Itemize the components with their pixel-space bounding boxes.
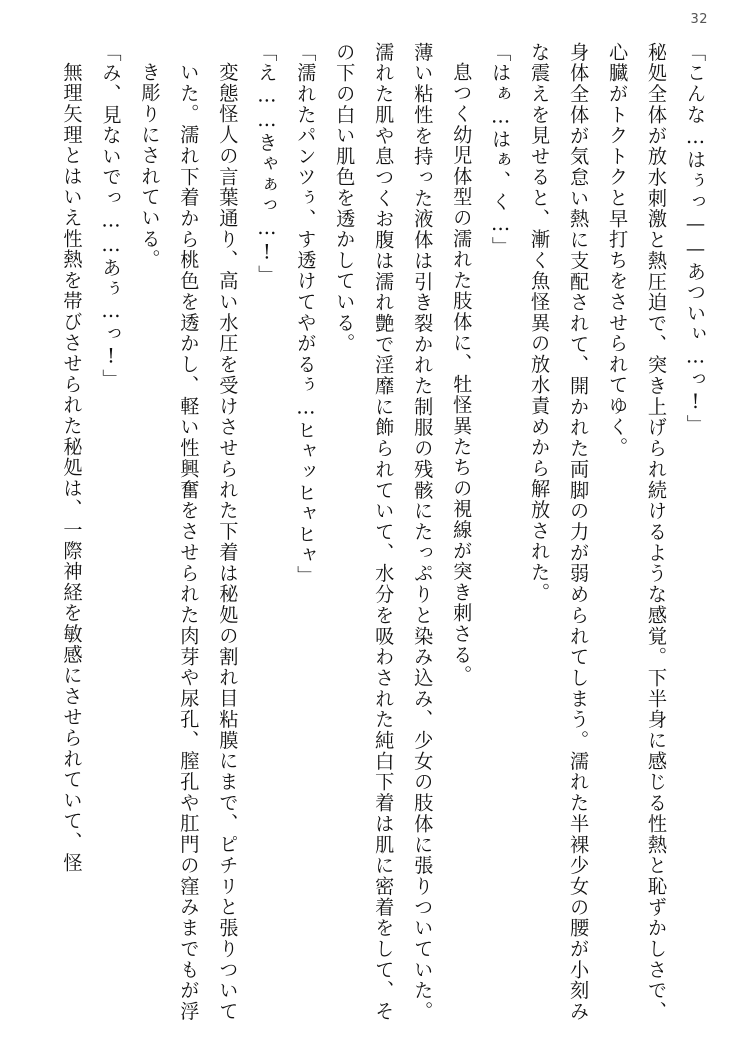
paragraph: 薄い粘性を持った液体は引き裂かれた制服の残骸にたっぷりと染み込み、少女の肢体に張りついていた。濡れた肌や息つくお腹は濡れ艶で淫靡に飾られていて、水分を吸わされた純白下着は肌に密着をして、その下の白い肌色を透かしている。 <box>333 42 435 1022</box>
paragraph: 身体全体が気怠い熱に支配されて、開かれた両脚の力が弱められてしまう。濡れた半裸少女の腰が小刻みな震えを見せると、漸く魚怪異の放水責めから解放された。 <box>528 42 591 1022</box>
novel-body-text <box>26 42 714 1022</box>
paragraph: 「はぁ…はぁ、く…」 <box>489 42 513 258</box>
paragraph: 「み、見ないでっ……あぅ…っ!」 <box>99 42 123 390</box>
paragraph: 「こんな…はぅっ——あついぃ…っ!」 <box>684 42 707 436</box>
paragraph: 無理矢理とはいえ性熱を帯びさせられた秘処は、一際神経を敏感にさせられていて、怪 <box>60 62 84 874</box>
paragraph: 「濡れたパンツぅ、す透けてやがるぅ…ヒャッヒャヒャ」 <box>294 42 318 587</box>
paragraph: 息つく幼児体型の濡れた肢体に、牡怪異たちの視線が突き刺さる。 <box>450 62 474 686</box>
paragraph: 「え……きゃぁっ…!」 <box>255 42 279 286</box>
page-number: 32 <box>690 12 708 27</box>
paragraph: 変態怪人の言葉通り、高い水圧を受けさせられた下着は秘処の割れ目粘膜にまで、ピチリと張りついていた。濡れ下着から桃色を透かし、軽い性興奮をさせられた肉芽や尿孔、膣孔や肛門の窪みまでもが浮き彫りにされている。 <box>138 62 240 1022</box>
paragraph: 秘処全体が放水刺激と熱圧迫で、突き上げられ続けるような感覚。下半身に感じる性熱と恥ずかしさで、心臓がトクトクと早打ちをさせられてゆく。 <box>606 42 669 1022</box>
